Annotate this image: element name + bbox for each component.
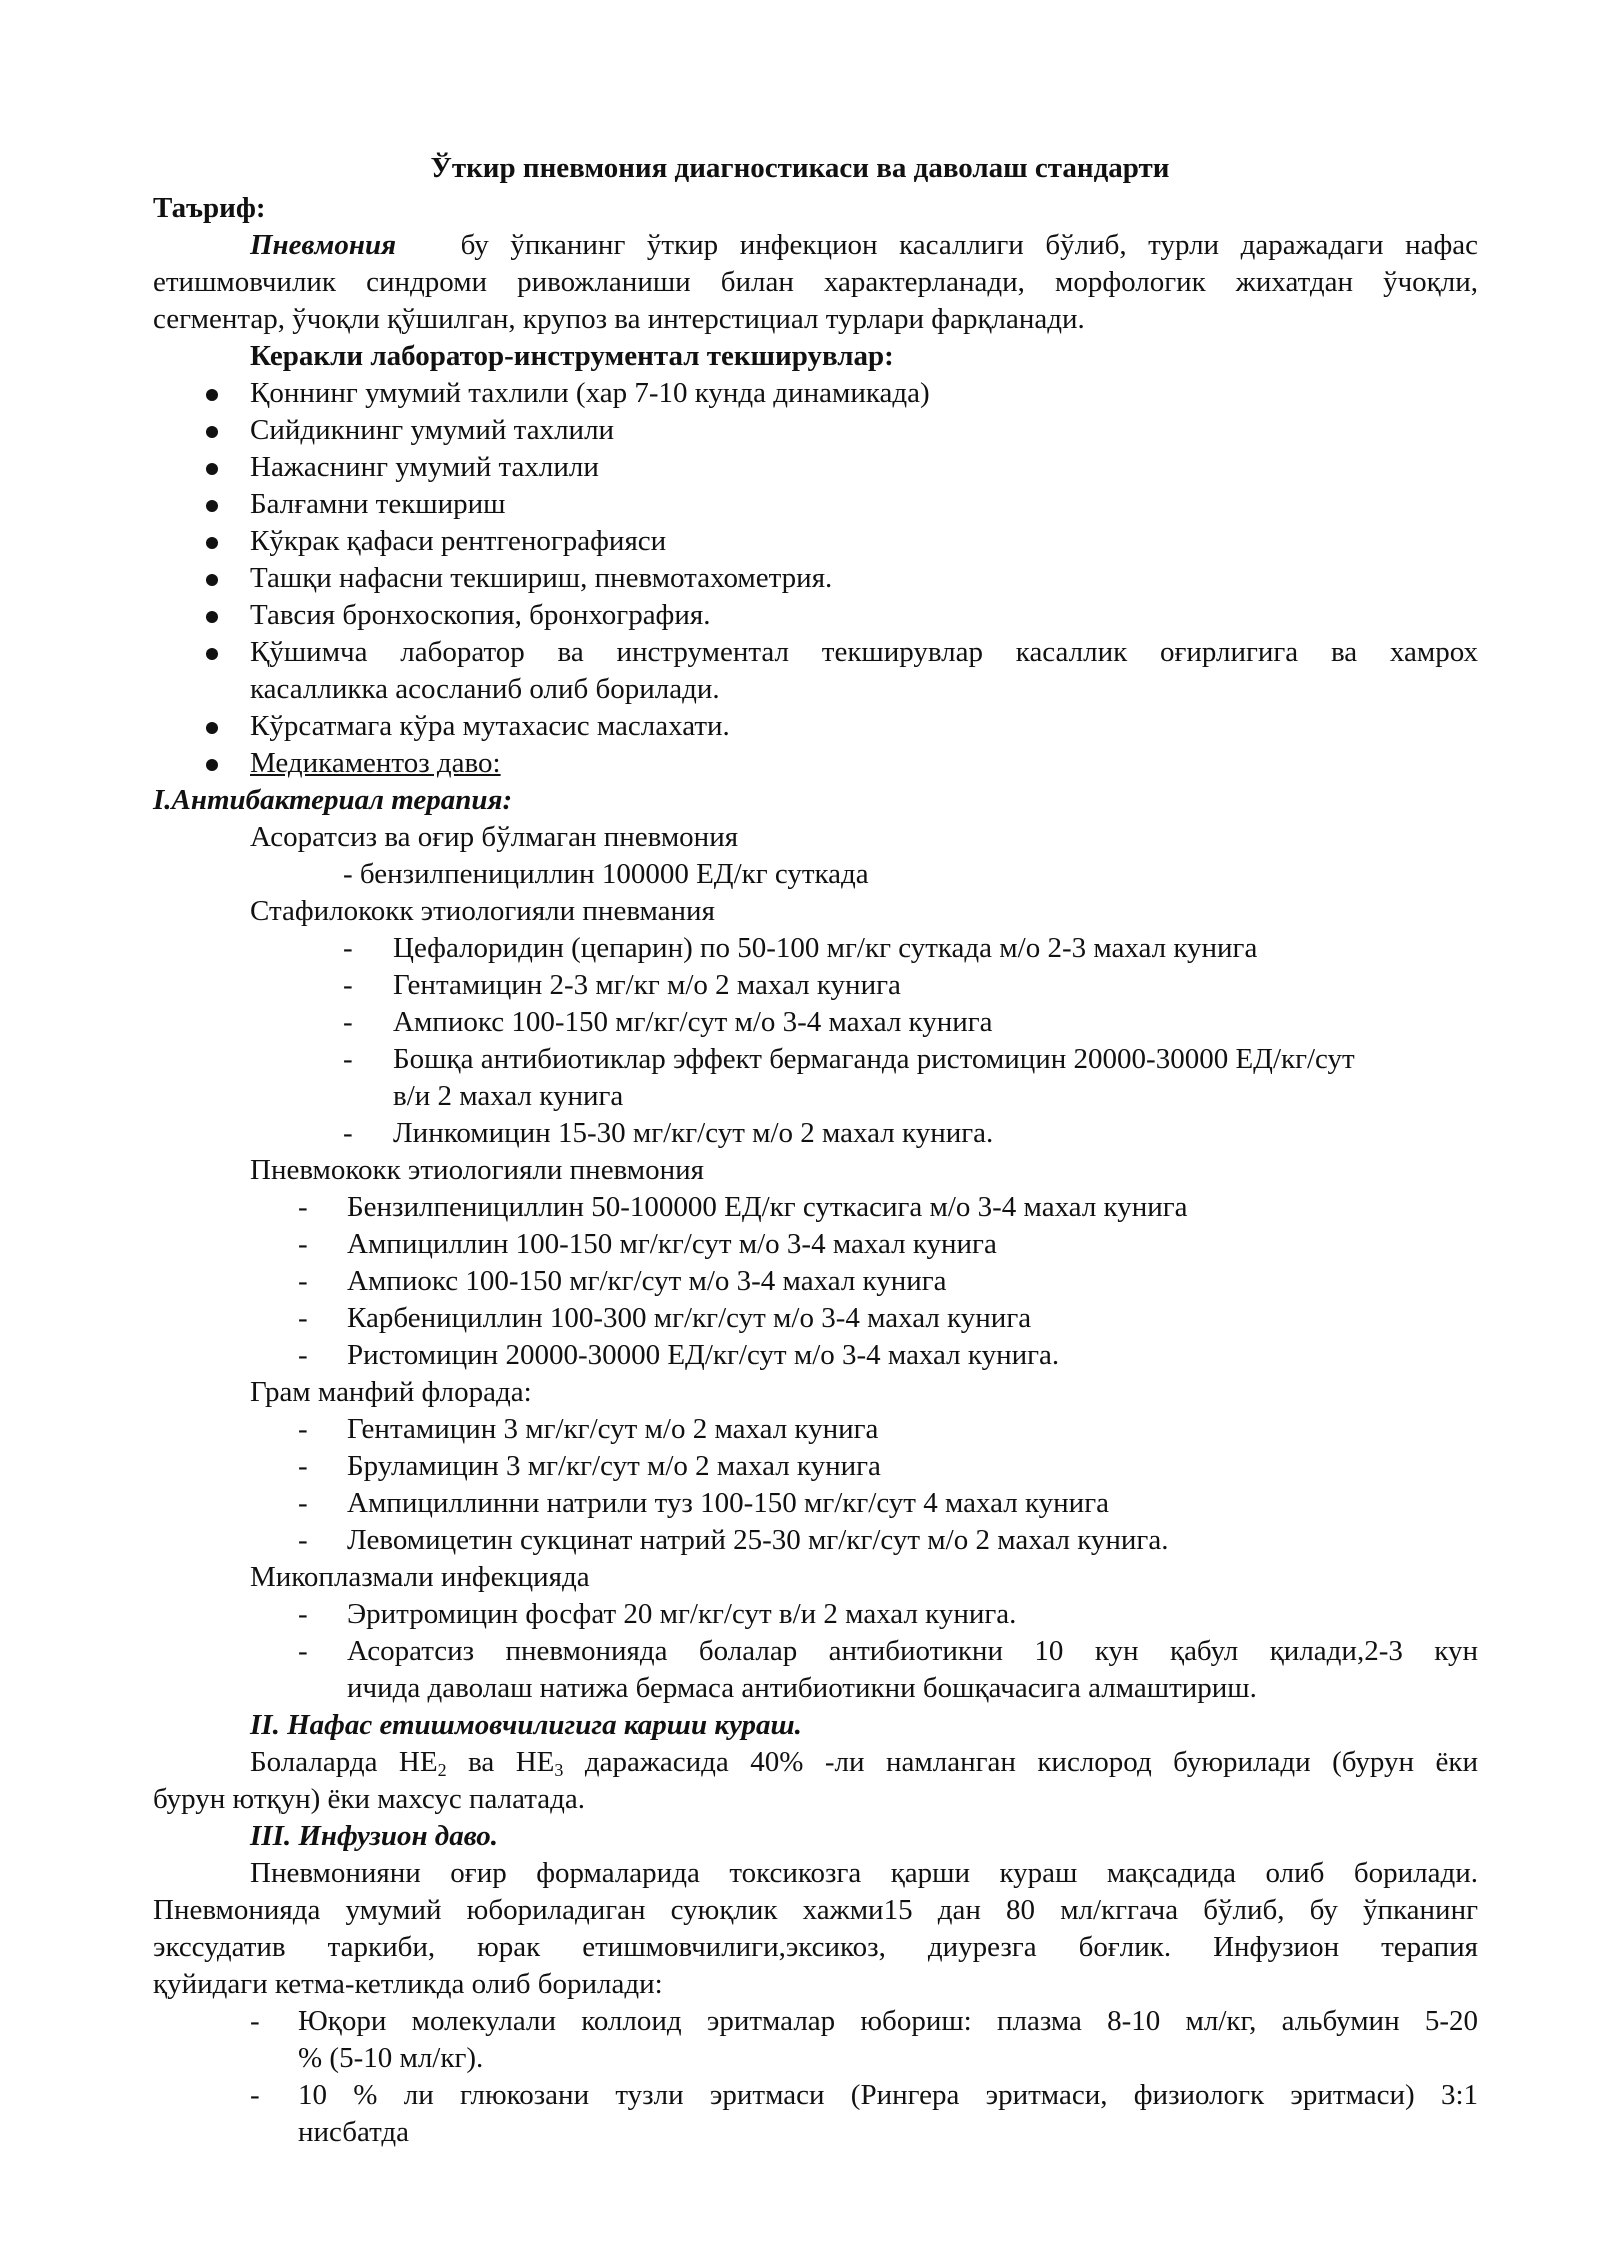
definition-text: бу ўпканинг ўткир инфекцион касаллиги бўлиб, турли даражадаги нафас (460, 229, 1479, 261)
staph-item-4-line-1: Бошқа антибиотиклар эффект бермаганда ристомицин 20000-30000 ЕД/кг/сут (393, 1043, 1355, 1075)
definition-heading: Таъриф: (153, 192, 266, 224)
staph-item: Гентамицин 2-3 мг/кг м/о 2 махал кунига (393, 969, 901, 1001)
pneumo-item: Ампиокс 100-150 мг/кг/сут м/о 3-4 махал кунига (347, 1265, 947, 1297)
lab-item: Тавсия бронхоскопия, бронхография. (250, 599, 711, 631)
bullet-icon (206, 759, 218, 771)
gram-item: Ампициллинни натрили туз 100-150 мг/кг/сут 4 махал кунига (347, 1487, 1109, 1519)
dash-icon: - (343, 1006, 353, 1038)
staph-item: Ампиокс 100-150 мг/кг/сут м/о 3-4 махал кунига (393, 1006, 993, 1038)
definition-line-3: сегментар, ўчоқли қўшилган, крупоз ва интерстициал турлари фарқланади. (153, 303, 1085, 335)
page-title: Ўткир пневмония диагностикаси ва даволаш стандарти (430, 152, 1170, 184)
lab-item: Балғамни текшириш (250, 488, 506, 520)
dash-icon: - (250, 2079, 260, 2111)
definition-term: Пневмония (250, 229, 397, 261)
mild-pneumonia-item: - бензилпенициллин 100000 ЕД/кг суткада (343, 858, 869, 890)
myco-item-1: Эритромицин фосфат 20 мг/кг/сут в/и 2 махал кунига. (347, 1598, 1017, 1630)
pneumo-item: Ампициллин 100-150 мг/кг/сут м/о 3-4 махал кунига (347, 1228, 997, 1260)
section-2-text-a: Болаларда НЕ (250, 1746, 438, 1778)
dash-icon: - (298, 1450, 308, 1482)
lab-item: Ташқи нафасни текшириш, пневмотахометрия. (250, 562, 833, 594)
subscript: 2 (437, 1760, 447, 1780)
myco-item-2-line-2: ичида даволаш натижа бермаса антибиотикни бошқачасига алмаштириш. (347, 1672, 1257, 1704)
pneumo-item: Карбенициллин 100-300 мг/кг/сут м/о 3-4 махал кунига (347, 1302, 1032, 1334)
section-3-line-1: Пневмонияни оғир формаларида токсикозга қарши кураш мақсадида олиб борилади. (250, 1857, 1478, 1889)
dash-icon: - (343, 1043, 353, 1075)
dash-icon: - (298, 1487, 308, 1519)
lab-item: Қоннинг умумий тахлили (хар 7-10 кунда динамикада) (250, 377, 930, 409)
staph-label: Стафилококк этиологияли пневмания (250, 895, 715, 927)
section-3-line-2: Пневмонияда умумий юбориладиган суюқлик хажми15 дан 80 мл/кггача бўлиб, бу ўпканинг (153, 1894, 1478, 1926)
section-2-line-1 (153, 1744, 1478, 1781)
definition-line-1 (153, 227, 1478, 264)
section-2-text-c: даражасида 40% -ли намланган кислород буюрилади (бурун ёки (563, 1746, 1478, 1778)
infusion-item-2-line-2: нисбатда (298, 2116, 410, 2148)
myco-item-2-line-1: Асоратсиз пневмонияда болалар антибиотикни 10 кун қабул қилади,2-3 кун (347, 1635, 1478, 1667)
bullet-icon (206, 389, 218, 401)
dash-icon: - (298, 1191, 308, 1223)
gram-item: Гентамицин 3 мг/кг/сут м/о 2 махал кунига (347, 1413, 879, 1445)
infusion-item-1-line-1: Юқори молекулали коллоид эритмалар юбориш: плазма 8-10 мл/кг, альбумин 5-20 (298, 2005, 1478, 2037)
gram-item: Левомицетин сукцинат натрий 25-30 мг/кг/сут м/о 2 махал кунига. (347, 1524, 1169, 1556)
lab-item-8-line-2: касалликка асосланиб олиб борилади. (250, 673, 720, 705)
section-3-line-4: қуйидаги кетма-кетликда олиб борилади: (153, 1968, 663, 2000)
lab-item-9: Кўрсатмага кўра мутахасис маслахати. (250, 710, 730, 742)
staph-item-4-line-2: в/и 2 махал кунига (393, 1080, 624, 1112)
pneumo-item: Ристомицин 20000-30000 ЕД/кг/сут м/о 3-4 махал кунига. (347, 1339, 1060, 1371)
dash-icon: - (343, 1117, 353, 1149)
section-2-line-2: бурун ютқун) ёки махсус палатада. (153, 1783, 586, 1815)
bullet-icon (206, 463, 218, 475)
section-3-line-3: экссудатив таркиби, юрак етишмовчилиги,эксикоз, диурезга боғлик. Инфузион терапия (153, 1931, 1478, 1963)
bullet-icon (206, 537, 218, 549)
pneumo-label: Пневмококк этиологияли пневмония (250, 1154, 704, 1186)
bullet-icon (206, 574, 218, 586)
lab-item-10: Медикаментоз даво: (250, 747, 501, 779)
section-3-heading: III. Инфузион даво. (250, 1820, 499, 1852)
dash-icon: - (298, 1598, 308, 1630)
lab-heading: Керакли лаборатор-инструментал текширувлар: (250, 340, 894, 372)
mild-pneumonia-label: Асоратсиз ва оғир бўлмаган пневмония (250, 821, 739, 853)
bullet-icon (206, 648, 218, 660)
infusion-item-1-line-2: % (5-10 мл/кг). (298, 2042, 484, 2074)
dash-icon: - (298, 1413, 308, 1445)
dash-icon: - (298, 1265, 308, 1297)
definition-line-2: етишмовчилик синдроми ривожланиши билан характерланади, морфологик жихатдан ўчоқли, (153, 266, 1478, 298)
lab-item: Сийдикнинг умумий тахлили (250, 414, 615, 446)
dash-icon: - (343, 932, 353, 964)
staph-item-5: Линкомицин 15-30 мг/кг/сут м/о 2 махал кунига. (393, 1117, 994, 1149)
dash-icon: - (250, 2005, 260, 2037)
dash-icon: - (298, 1228, 308, 1260)
staph-item: Цефалоридин (цепарин) по 50-100 мг/кг суткада м/о 2-3 махал кунига (393, 932, 1258, 964)
infusion-item-2-line-1: 10 % ли глюкозани тузли эритмаси (Рингера эритмаси, физиологк эритмаси) 3:1 (298, 2079, 1478, 2111)
lab-item-8-line-1: Қўшимча лаборатор ва инструментал текширувлар касаллик оғирлигига ва хамрох (250, 636, 1478, 668)
dash-icon: - (298, 1524, 308, 1556)
bullet-icon (206, 500, 218, 512)
bullet-icon (206, 611, 218, 623)
gram-label: Грам манфий флорада: (250, 1376, 532, 1408)
myco-label: Микоплазмали инфекцияда (250, 1561, 590, 1593)
bullet-icon (206, 426, 218, 438)
section-2-text-b: ва НЕ (446, 1746, 555, 1778)
lab-item: Нажаснинг умумий тахлили (250, 451, 599, 483)
dash-icon: - (298, 1339, 308, 1371)
subscript: 3 (554, 1760, 564, 1780)
dash-icon: - (298, 1302, 308, 1334)
lab-item: Кўкрак қафаси рентгенографияси (250, 525, 667, 557)
section-2-heading: II. Нафас етишмовчилигига карши кураш. (250, 1709, 802, 1741)
section-1-heading: I.Антибактериал терапия: (153, 784, 513, 816)
dash-icon: - (343, 969, 353, 1001)
pneumo-item: Бензилпенициллин 50-100000 ЕД/кг суткасига м/о 3-4 махал кунига (347, 1191, 1188, 1223)
gram-item: Бруламицин 3 мг/кг/сут м/о 2 махал кунига (347, 1450, 881, 1482)
dash-icon: - (298, 1635, 308, 1667)
bullet-icon (206, 722, 218, 734)
